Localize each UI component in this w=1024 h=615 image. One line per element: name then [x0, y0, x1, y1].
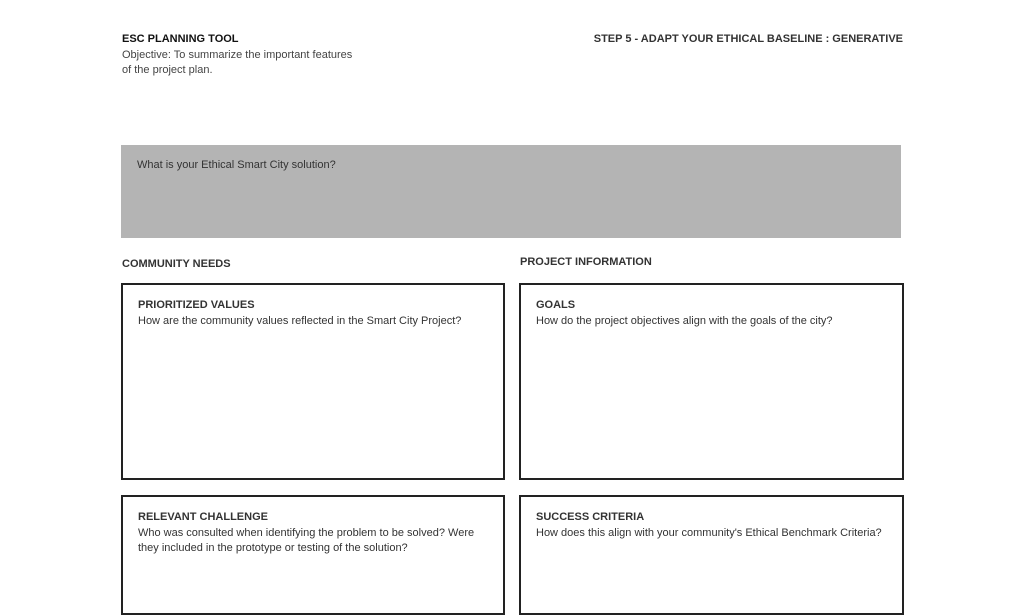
solution-prompt: What is your Ethical Smart City solution? [137, 159, 336, 171]
card-question: How do the project objectives align with the goals of the city? [536, 315, 833, 327]
solution-field[interactable] [121, 145, 901, 238]
card-question: Who was consulted when identifying the problem to be solved? Were they included in the prototype or testing of the solution? [138, 527, 475, 554]
card-heading: RELEVANT CHALLENGE [138, 511, 268, 523]
card-heading: SUCCESS CRITERIA [536, 511, 645, 523]
goals-card[interactable] [519, 283, 904, 480]
relevant-challenge-card[interactable] [121, 495, 505, 615]
step-title: STEP 5 - ADAPT YOUR ETHICAL BASELINE : GENERATIVE [593, 33, 903, 45]
card-question: How are the community values reflected in the Smart City Project? [138, 315, 462, 327]
project-information-heading: PROJECT INFORMATION [520, 256, 652, 268]
card-heading: PRIORITIZED VALUES [138, 299, 255, 311]
objective-text: Objective: To summarize the important features of the project plan. [122, 49, 353, 76]
card-heading: GOALS [536, 299, 576, 311]
community-needs-heading: COMMUNITY NEEDS [122, 258, 231, 270]
prioritized-values-card[interactable] [121, 283, 505, 480]
tool-title: ESC PLANNING TOOL [122, 33, 239, 45]
card-question: How does this align with your community's Ethical Benchmark Criteria? [536, 527, 882, 539]
success-criteria-card[interactable] [519, 495, 904, 615]
